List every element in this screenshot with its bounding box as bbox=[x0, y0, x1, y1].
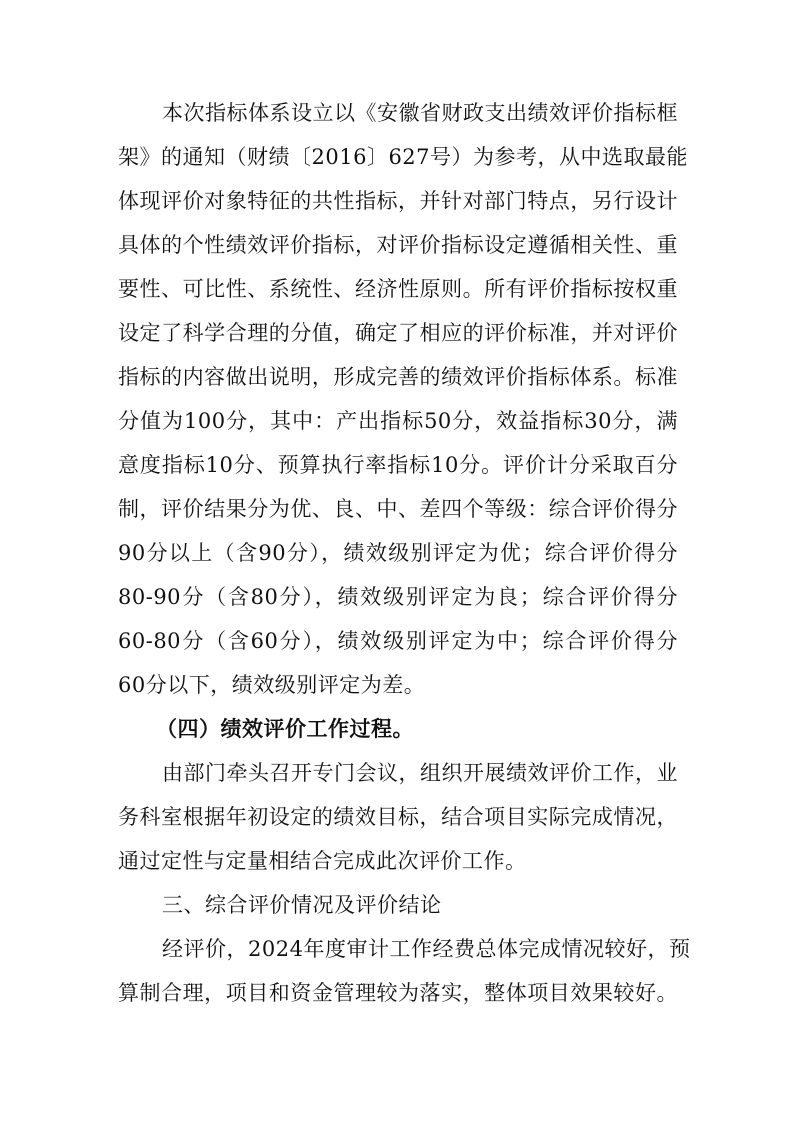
paragraph-line: 经评价，2024年度审计工作经费总体完成情况较好，预 bbox=[162, 937, 691, 961]
paragraph-line: 意度指标10分、预算执行率指标10分。评价计分采取百分 bbox=[118, 453, 678, 477]
paragraph-line: 制，评价结果分为优、良、中、差四个等级：综合评价得分 bbox=[118, 497, 678, 521]
paragraph-line: 要性、可比性、系统性、经济性原则。所有评价指标按权重 bbox=[118, 277, 678, 301]
section-heading-4: （四）绩效评价工作过程。 bbox=[156, 717, 414, 741]
paragraph-line: 算制合理，项目和资金管理较为落实，整体项目效果较好。 bbox=[118, 981, 678, 1005]
paragraph-line: 分值为100分，其中：产出指标50分，效益指标30分，满 bbox=[118, 409, 678, 433]
paragraph-line: 指标的内容做出说明，形成完善的绩效评价指标体系。标准 bbox=[118, 365, 678, 389]
paragraph-line: 80-90分（含80分），绩效级别评定为良；综合评价得分 bbox=[118, 585, 678, 609]
section-heading-3: 三、综合评价情况及评价结论 bbox=[162, 893, 442, 917]
paragraph-line: 务科室根据年初设定的绩效目标，结合项目实际完成情况， bbox=[118, 805, 678, 829]
paragraph-line: 设定了科学合理的分值，确定了相应的评价标准，并对评价 bbox=[118, 321, 678, 345]
paragraph-line: 具体的个性绩效评价指标，对评价指标设定遵循相关性、重 bbox=[118, 233, 678, 257]
paragraph-line: 由部门牵头召开专门会议，组织开展绩效评价工作，业 bbox=[162, 761, 678, 785]
paragraph-line: 90分以上（含90分），绩效级别评定为优；综合评价得分 bbox=[118, 541, 678, 565]
paragraph-line: 60分以下，绩效级别评定为差。 bbox=[118, 673, 426, 697]
paragraph-line: 架》的通知（财绩〔2016〕627号）为参考，从中选取最能 bbox=[118, 145, 689, 169]
paragraph-line: 本次指标体系设立以《安徽省财政支出绩效评价指标框 bbox=[162, 101, 678, 125]
paragraph-line: 通过定性与定量相结合完成此次评价工作。 bbox=[118, 849, 527, 873]
paragraph-line: 60-80分（含60分），绩效级别评定为中；综合评价得分 bbox=[118, 629, 678, 653]
paragraph-line: 体现评价对象特征的共性指标，并针对部门特点，另行设计 bbox=[118, 189, 678, 213]
